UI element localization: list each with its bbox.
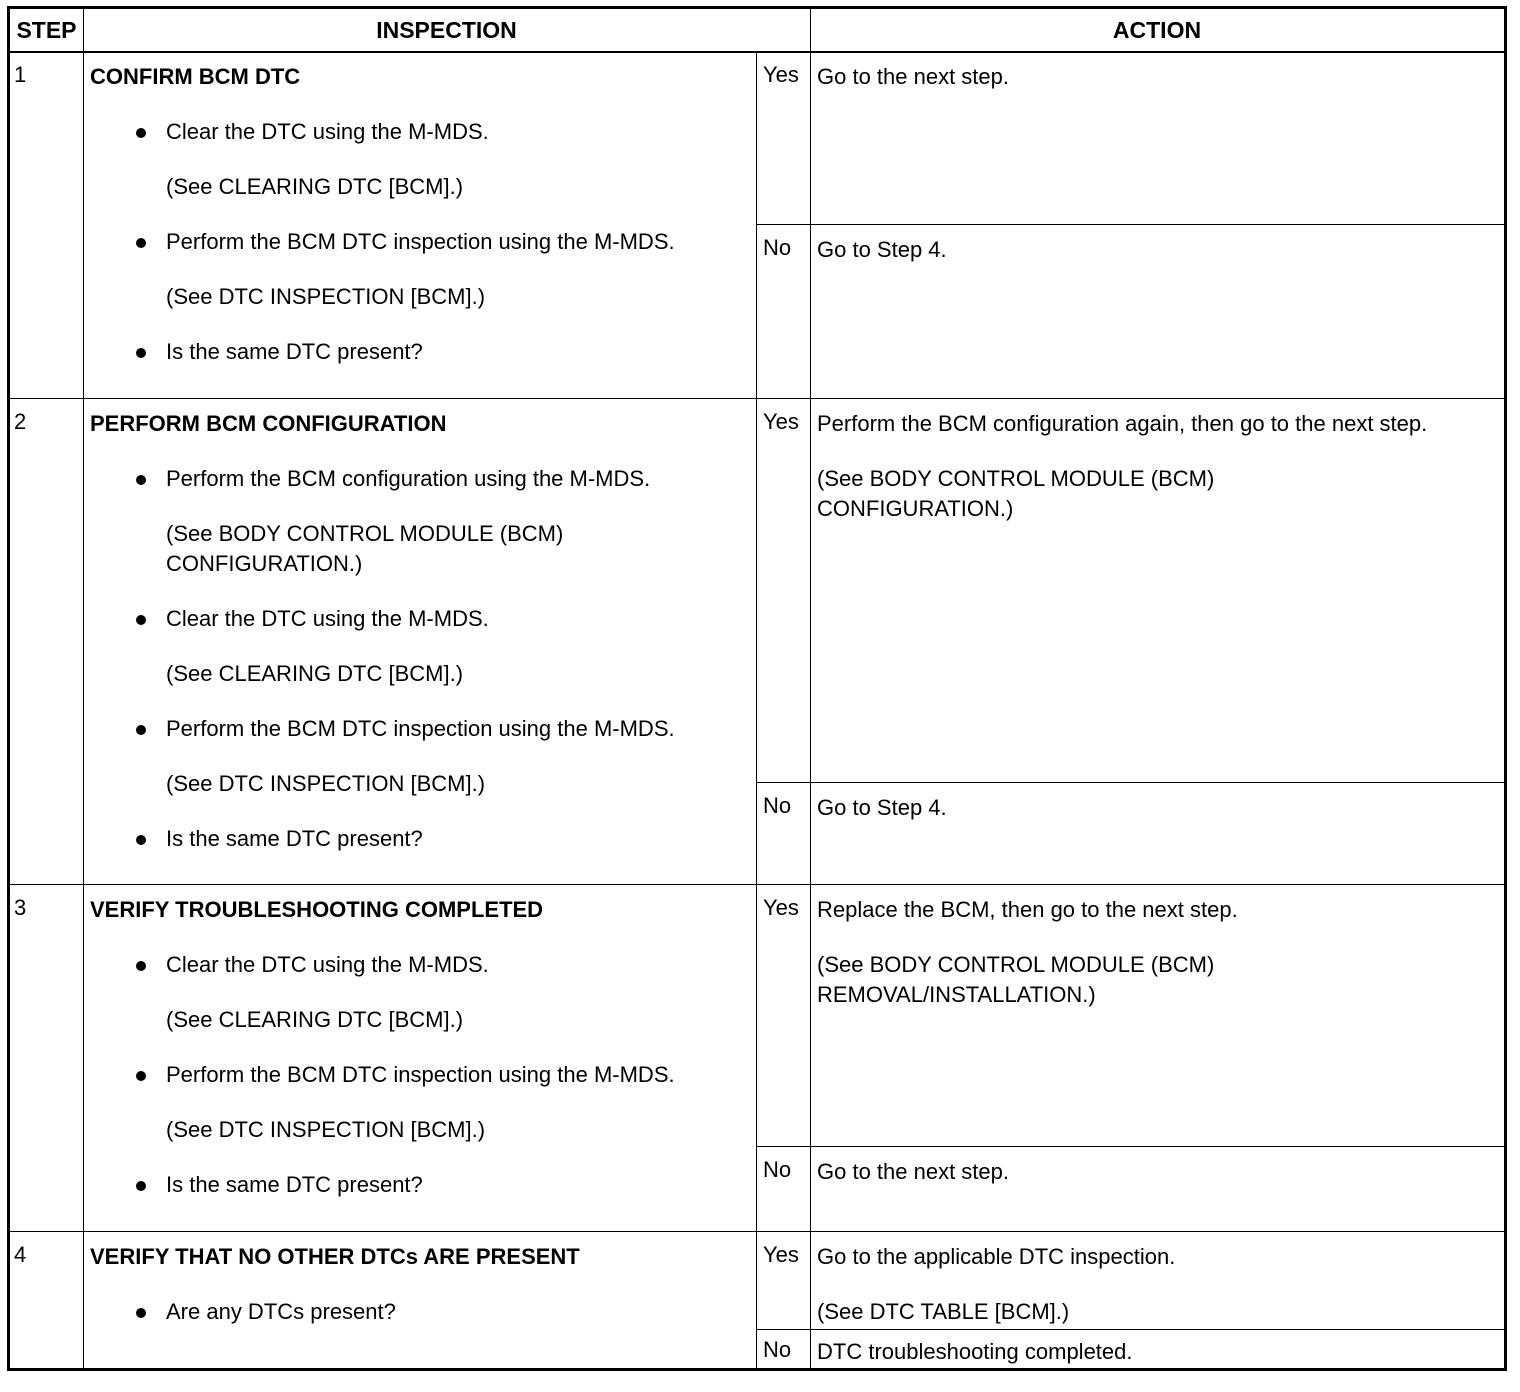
action-text: Replace the BCM, then go to the next step. xyxy=(817,897,1238,922)
yes-label: Yes xyxy=(763,62,799,87)
no-label: No xyxy=(763,235,792,260)
step-title: VERIFY THAT NO OTHER DTCs ARE PRESENT xyxy=(90,1244,580,1269)
yes-label: Yes xyxy=(763,1242,799,1267)
header-step: STEP xyxy=(16,17,77,43)
bullet-item: Are any DTCs present? xyxy=(90,1297,744,1327)
action-text: DTC troubleshooting completed. xyxy=(817,1339,1133,1364)
troubleshooting-table xyxy=(7,6,1507,1371)
no-label: No xyxy=(763,793,792,818)
action-text: Go to the applicable DTC inspection. xyxy=(817,1244,1176,1269)
bullet-item: Is the same DTC present? xyxy=(90,824,744,854)
no-label: No xyxy=(763,1157,792,1182)
header-action: ACTION xyxy=(1112,17,1202,43)
no-action xyxy=(811,1147,1501,1212)
reference-note: (See CLEARING DTC [BCM].) xyxy=(166,1007,464,1032)
step-inspection xyxy=(84,52,750,392)
action-text: Go to Step 4. xyxy=(817,237,947,262)
bullet-item: Perform the BCM DTC inspection using the M-MDS. xyxy=(90,1060,686,1090)
step-title: CONFIRM BCM DTC xyxy=(90,64,301,89)
reference-note: (See BODY CONTROL MODULE (BCM) CONFIGURATION.) xyxy=(166,521,564,576)
step-title: PERFORM BCM CONFIGURATION xyxy=(90,411,447,436)
step-title: VERIFY TROUBLESHOOTING COMPLETED xyxy=(90,897,544,922)
no-action xyxy=(811,1330,1501,1392)
yes-label: Yes xyxy=(763,409,799,434)
yes-action xyxy=(811,399,1481,549)
action-note: (See BODY CONTROL MODULE (BCM) REMOVAL/INSTALLATION.) xyxy=(817,952,1215,1007)
reference-note: (See DTC INSPECTION [BCM].) xyxy=(166,771,486,796)
no-action xyxy=(811,783,1501,848)
bullet-item: Perform the BCM DTC inspection using the M-MDS. xyxy=(90,227,686,257)
action-text: Go to Step 4. xyxy=(817,795,947,820)
bullet-item: Clear the DTC using the M-MDS. xyxy=(90,604,744,634)
reference-note: (See CLEARING DTC [BCM].) xyxy=(166,174,464,199)
reference-note: (See DTC INSPECTION [BCM].) xyxy=(166,284,486,309)
step-number: 3 xyxy=(14,895,27,920)
no-label: No xyxy=(763,1337,792,1362)
header-inspection: INSPECTION xyxy=(376,17,517,43)
bullet-item: Is the same DTC present? xyxy=(90,1170,744,1200)
reference-note: (See DTC INSPECTION [BCM].) xyxy=(166,1117,486,1142)
step-number: 2 xyxy=(14,409,27,434)
bullet-item: Clear the DTC using the M-MDS. xyxy=(90,950,744,980)
bullet-item: Is the same DTC present? xyxy=(90,337,744,367)
bullet-item: Clear the DTC using the M-MDS. xyxy=(90,117,744,147)
action-text: Go to the next step. xyxy=(817,64,1010,89)
bullet-item: Perform the BCM configuration using the M-MDS. xyxy=(90,464,744,494)
step-number: 4 xyxy=(14,1242,27,1267)
no-action xyxy=(811,225,1501,290)
action-text: Perform the BCM configuration again, then go to the next step. xyxy=(817,411,1428,436)
bullet-item: Perform the BCM DTC inspection using the M-MDS. xyxy=(90,714,686,744)
yes-action xyxy=(811,52,1501,117)
step-inspection xyxy=(84,399,750,879)
yes-action xyxy=(811,885,1501,1035)
step-number: 1 xyxy=(14,62,27,87)
reference-note: (See CLEARING DTC [BCM].) xyxy=(166,661,464,686)
step-inspection xyxy=(84,1232,750,1352)
action-text: Go to the next step. xyxy=(817,1159,1010,1184)
yes-label: Yes xyxy=(763,895,799,920)
action-note: (See BODY CONTROL MODULE (BCM) CONFIGURATION.) xyxy=(817,466,1215,521)
action-note: (See DTC TABLE [BCM].) xyxy=(817,1299,1070,1324)
step-inspection xyxy=(84,885,750,1225)
